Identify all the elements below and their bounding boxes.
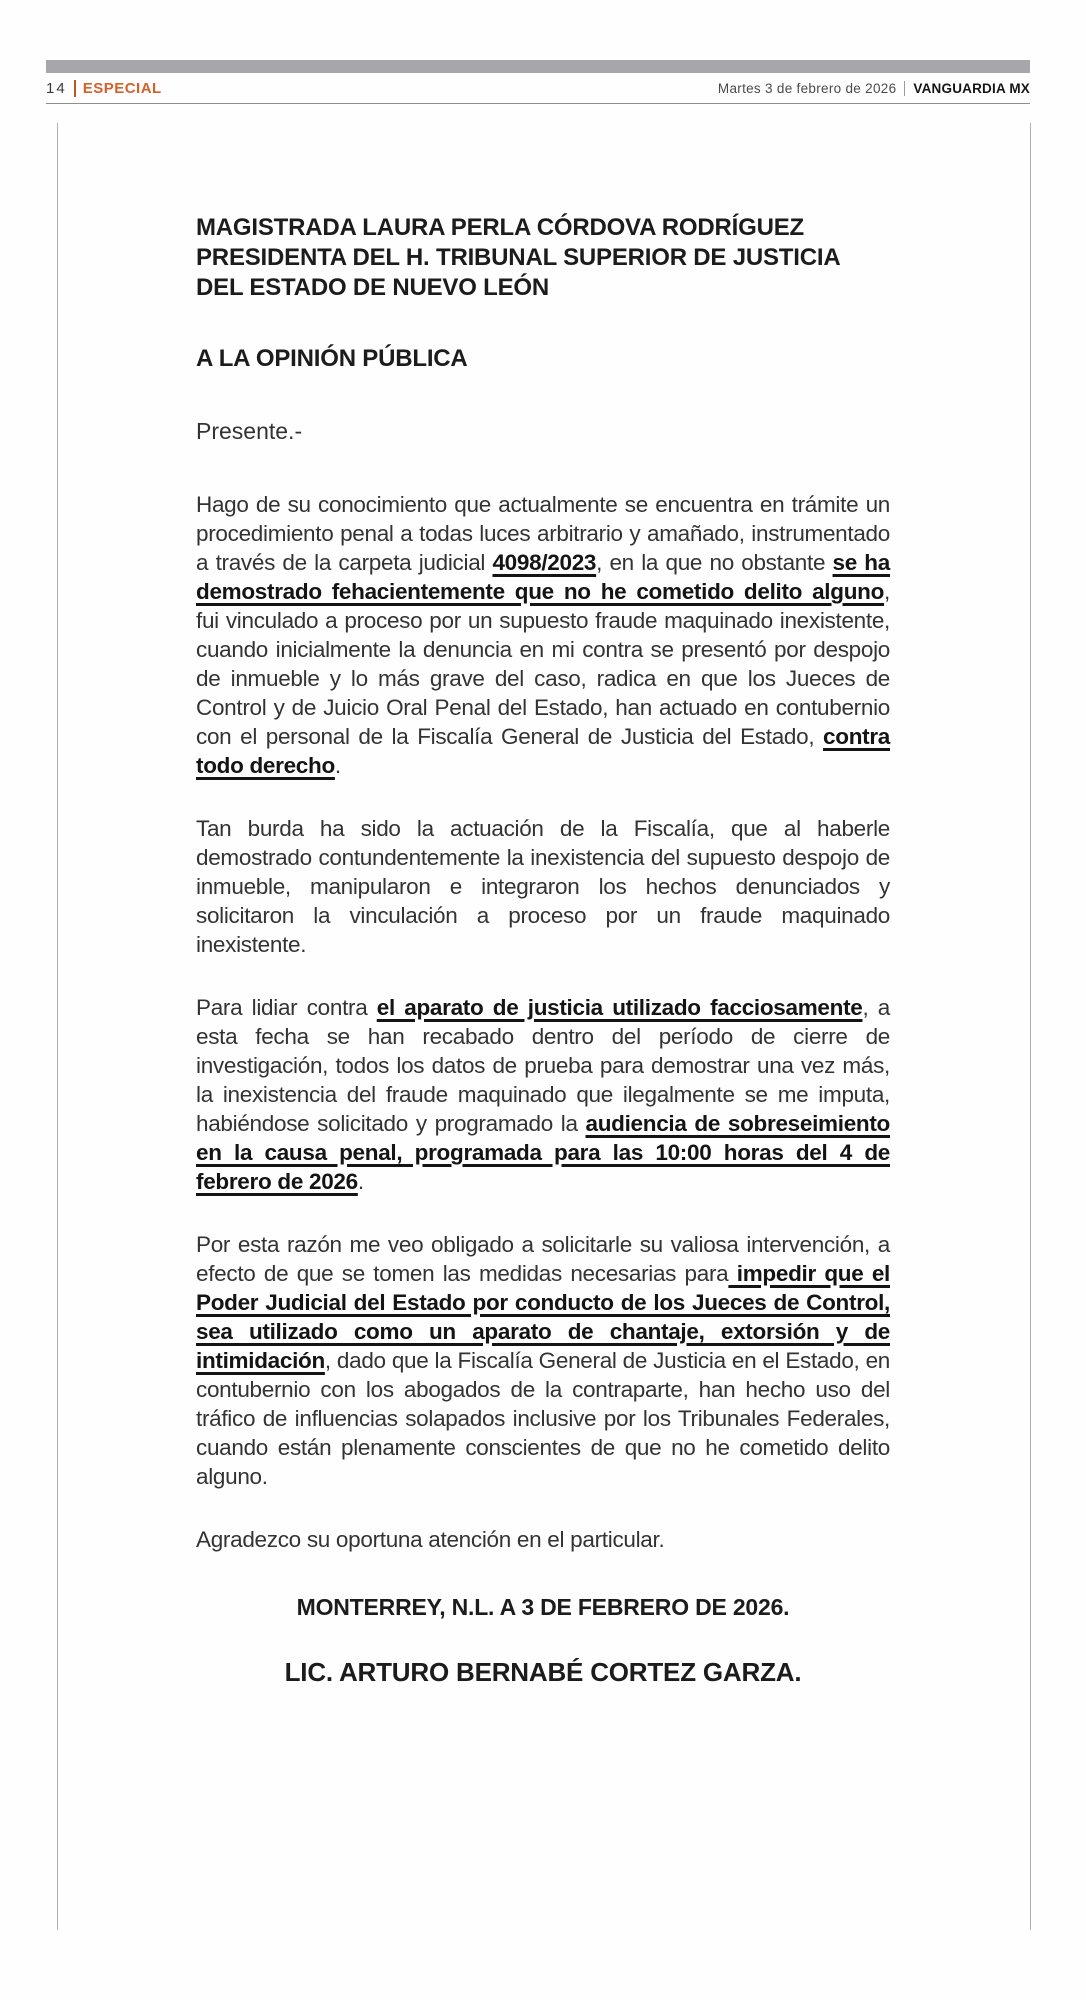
closing-date-line: MONTERREY, N.L. A 3 DE FEBRERO DE 2026.	[296, 1594, 790, 1620]
emphasis-segment: se ha demostrado fehacientemente que no he cometido delito alguno	[196, 550, 890, 604]
letter-addressee-heading	[196, 213, 890, 303]
letter-subheading: A LA OPINIÓN PÚBLICA	[196, 345, 468, 372]
heading-line: MAGISTRADA LAURA PERLA CÓRDOVA RODRÍGUEZ	[196, 214, 804, 241]
section-label: ESPECIAL	[82, 80, 162, 97]
letter-paragraph	[196, 993, 890, 1196]
letter-paragraph	[196, 814, 890, 959]
letter-paragraph	[196, 1525, 890, 1554]
text-segment: Tan burda ha sido la actuación de la Fiscalía, que al haberle demostrado contundentemente la inexistencia del supuesto despojo de inmueble, manipularon e integraron los hechos denunciados y solicitaron la vinculación a proceso por un fraude maquinado inexistente.	[196, 816, 890, 957]
right-column-rule	[1030, 123, 1031, 1930]
section-separator	[74, 80, 76, 97]
signature-name: LIC. ARTURO BERNABÉ CORTEZ GARZA.	[284, 1657, 802, 1687]
text-segment: , en la que no obstante	[596, 550, 833, 575]
emphasis-segment: el aparato de justicia utilizado facciosamente	[376, 995, 863, 1020]
heading-line: DEL ESTADO DE NUEVO LEÓN	[196, 274, 550, 301]
text-segment: Hago de su conocimiento que actualmente se encuentra en trámite un procedimiento penal a todas luces arbitrario y amañado, instrumentado a través de la carpeta judicial	[196, 492, 890, 575]
edition-date: Martes 3 de febrero de 2026	[717, 81, 897, 96]
text-segment: .	[334, 753, 341, 778]
emphasis-segment: 4098/2023	[492, 550, 597, 575]
emphasis-segment: audiencia de sobreseimiento en la causa penal, programada para las 10:00 horas del 4 de febrero de 2026	[196, 1111, 891, 1194]
emphasis-segment: contra todo derecho	[196, 724, 890, 778]
brand-label: VANGUARDIA MX	[913, 81, 1030, 96]
text-segment: Para lidiar contra	[196, 995, 377, 1020]
page-number: 14	[46, 80, 67, 97]
text-segment: , a esta fecha se han recabado dentro del período de cierre de investigación, todos los datos de prueba para demostrar una vez más, la inexistencia del fraude maquinado que ilegalmente se me imputa, habiéndose solicitado y programado la	[196, 995, 890, 1136]
text-segment: , fui vinculado a proceso por un supuesto fraude maquinado inexistente, cuando inicialmente la denuncia en mi contra se presentó por despojo de inmueble y lo más grave del caso, radica en que los Jueces de Control y de Juicio Oral Penal del Estado, han actuado en contubernio con el personal de la Fiscalía General de Justicia del Estado,	[196, 579, 890, 749]
brand-separator	[904, 81, 905, 96]
heading-line: PRESIDENTA DEL H. TRIBUNAL SUPERIOR DE JUSTICIA	[196, 244, 841, 271]
public-letter	[196, 0, 890, 1688]
text-segment: Por esta razón me veo obligado a solicitarle su valiosa intervención, a efecto de que se tomen las medidas necesarias para	[196, 1232, 890, 1286]
text-segment: , dado que la Fiscalía General de Justicia en el Estado, en contubernio con los abogados de la contraparte, han hecho uso del tráfico de influencias solapados inclusive por los Tribunales Federales, cuando están plenamente conscientes de que no he cometido delito alguno.	[196, 1348, 890, 1489]
text-segment: Agradezco su oportuna atención en el particular.	[196, 1527, 665, 1552]
letter-body	[196, 490, 890, 1554]
letter-salutation: Presente.-	[196, 418, 303, 444]
text-segment: .	[357, 1169, 364, 1194]
emphasis-segment: impedir que el Poder Judicial del Estado por conducto de los Jueces de Control, sea utilizado como un aparato de chantaje, extorsión y de intimidación	[196, 1261, 890, 1373]
letter-paragraph	[196, 1230, 890, 1491]
left-column-rule	[57, 123, 58, 1930]
letter-paragraph	[196, 490, 890, 780]
header-left	[46, 80, 162, 97]
